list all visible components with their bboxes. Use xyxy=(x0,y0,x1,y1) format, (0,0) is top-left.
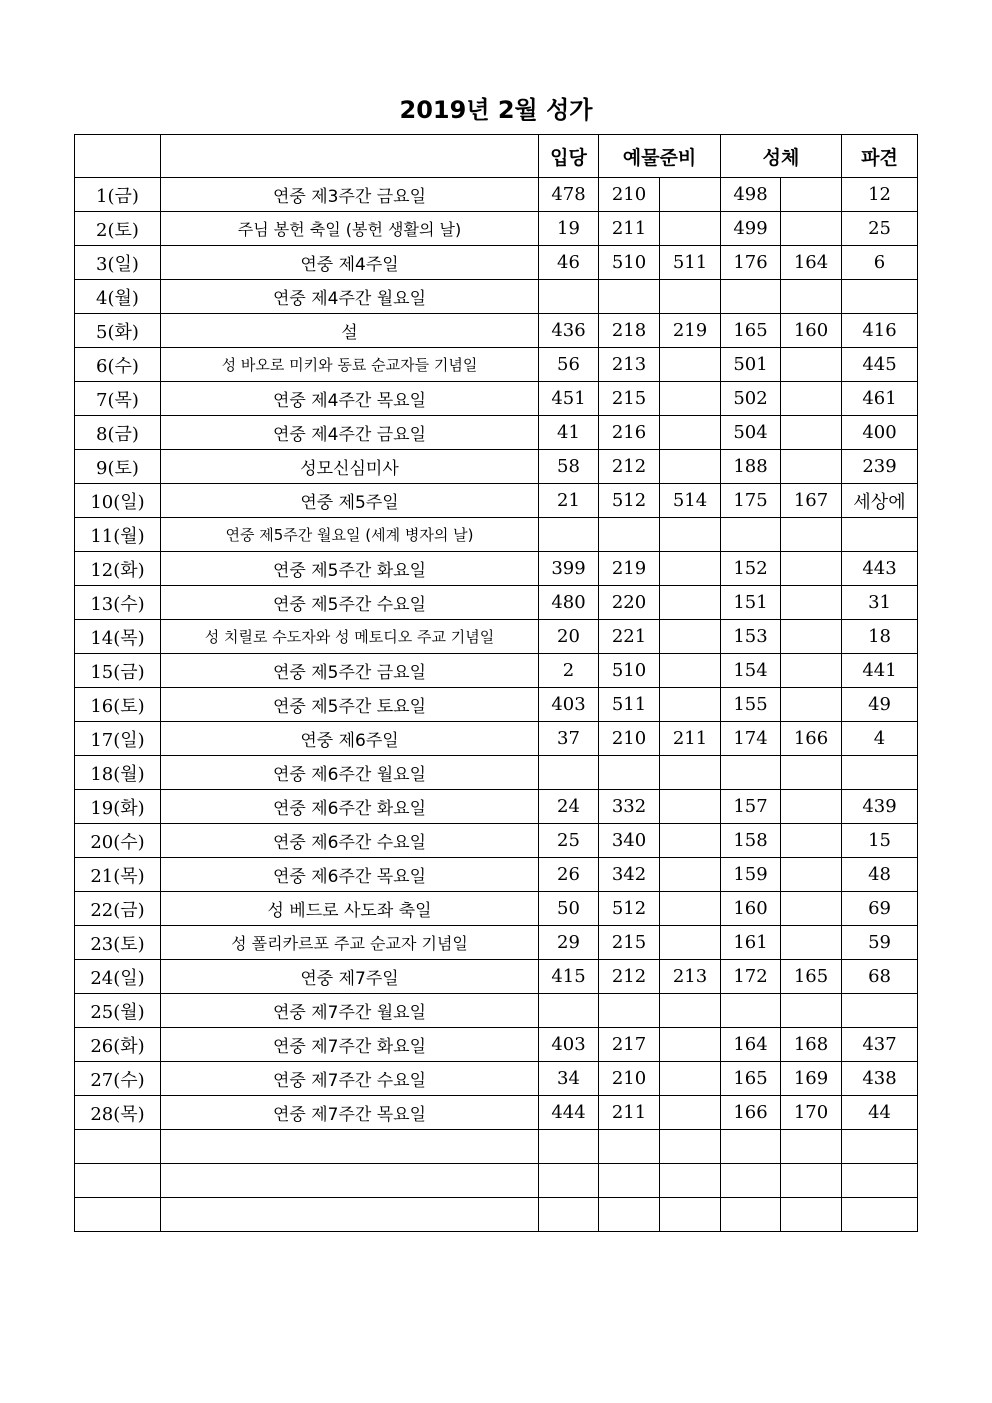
communion-cell-1: 165 xyxy=(721,314,781,348)
table-row xyxy=(75,756,918,790)
name-cell: 연중 제7주간 목요일 xyxy=(161,1096,539,1130)
communion-cell-2 xyxy=(781,552,842,586)
offertory-cell-1: 215 xyxy=(599,382,660,416)
communion-cell-2: 160 xyxy=(781,314,842,348)
day-cell xyxy=(75,1164,161,1198)
offertory-cell-2 xyxy=(660,178,721,212)
name-cell xyxy=(161,1130,539,1164)
communion-cell-2: 164 xyxy=(781,246,842,280)
offertory-cell-1: 210 xyxy=(599,178,660,212)
day-cell: 15(금) xyxy=(75,654,161,688)
communion-cell-2: 167 xyxy=(781,484,842,518)
communion-cell-2: 169 xyxy=(781,1062,842,1096)
day-cell: 6(수) xyxy=(75,348,161,382)
communion-cell-2 xyxy=(781,450,842,484)
offertory-cell-1: 211 xyxy=(599,212,660,246)
communion-cell-1 xyxy=(721,1198,781,1232)
day-cell: 12(화) xyxy=(75,552,161,586)
header-offertory: 예물준비 xyxy=(599,135,721,178)
offertory-cell-2 xyxy=(660,858,721,892)
table-row xyxy=(75,212,918,246)
day-cell: 18(월) xyxy=(75,756,161,790)
communion-cell-1: 188 xyxy=(721,450,781,484)
entrance-cell xyxy=(539,756,599,790)
offertory-cell-1: 512 xyxy=(599,484,660,518)
day-cell: 23(토) xyxy=(75,926,161,960)
offertory-cell-2 xyxy=(660,756,721,790)
communion-cell-1: 164 xyxy=(721,1028,781,1062)
entrance-cell: 436 xyxy=(539,314,599,348)
name-cell: 성 바오로 미키와 동료 순교자들 기념일 xyxy=(161,348,539,382)
name-cell: 연중 제7주일 xyxy=(161,960,539,994)
name-cell: 연중 제5주간 금요일 xyxy=(161,654,539,688)
dismissal-cell: 31 xyxy=(842,586,918,620)
name-cell: 연중 제7주간 월요일 xyxy=(161,994,539,1028)
dismissal-cell: 461 xyxy=(842,382,918,416)
offertory-cell-1 xyxy=(599,1198,660,1232)
offertory-cell-1: 510 xyxy=(599,654,660,688)
communion-cell-1: 176 xyxy=(721,246,781,280)
name-cell: 연중 제5주일 xyxy=(161,484,539,518)
communion-cell-1: 165 xyxy=(721,1062,781,1096)
table-row xyxy=(75,1130,918,1164)
table-row xyxy=(75,858,918,892)
table-row xyxy=(75,1198,918,1232)
dismissal-cell: 441 xyxy=(842,654,918,688)
communion-cell-2 xyxy=(781,688,842,722)
page-title: 2019년 2월 성가 xyxy=(399,96,593,124)
communion-cell-2 xyxy=(781,790,842,824)
communion-cell-1: 166 xyxy=(721,1096,781,1130)
offertory-cell-2 xyxy=(660,1028,721,1062)
entrance-cell: 451 xyxy=(539,382,599,416)
offertory-cell-2 xyxy=(660,892,721,926)
name-cell xyxy=(161,1164,539,1198)
offertory-cell-1: 332 xyxy=(599,790,660,824)
communion-cell-2: 170 xyxy=(781,1096,842,1130)
communion-cell-2 xyxy=(781,926,842,960)
day-cell: 2(토) xyxy=(75,212,161,246)
offertory-cell-2 xyxy=(660,450,721,484)
table-row xyxy=(75,314,918,348)
communion-cell-2 xyxy=(781,994,842,1028)
name-cell xyxy=(161,1198,539,1232)
name-cell: 연중 제5주간 월요일 (세계 병자의 날) xyxy=(161,518,539,552)
table-row xyxy=(75,620,918,654)
communion-cell-1: 175 xyxy=(721,484,781,518)
communion-cell-1: 158 xyxy=(721,824,781,858)
communion-cell-2 xyxy=(781,1130,842,1164)
name-cell: 연중 제4주간 금요일 xyxy=(161,416,539,450)
day-cell: 28(목) xyxy=(75,1096,161,1130)
offertory-cell-1 xyxy=(599,1130,660,1164)
offertory-cell-2 xyxy=(660,688,721,722)
dismissal-cell: 44 xyxy=(842,1096,918,1130)
communion-cell-2 xyxy=(781,858,842,892)
day-cell: 14(목) xyxy=(75,620,161,654)
name-cell: 연중 제6주간 수요일 xyxy=(161,824,539,858)
offertory-cell-2 xyxy=(660,1062,721,1096)
entrance-cell: 24 xyxy=(539,790,599,824)
offertory-cell-1: 342 xyxy=(599,858,660,892)
header-name xyxy=(161,135,539,178)
entrance-cell xyxy=(539,1198,599,1232)
entrance-cell: 50 xyxy=(539,892,599,926)
name-cell: 연중 제7주간 화요일 xyxy=(161,1028,539,1062)
communion-cell-1 xyxy=(721,518,781,552)
offertory-cell-2 xyxy=(660,416,721,450)
entrance-cell: 21 xyxy=(539,484,599,518)
communion-cell-2 xyxy=(781,1164,842,1198)
table-row xyxy=(75,382,918,416)
header-communion: 성체 xyxy=(721,135,842,178)
day-cell: 25(월) xyxy=(75,994,161,1028)
dismissal-cell: 6 xyxy=(842,246,918,280)
table-row xyxy=(75,654,918,688)
communion-cell-1 xyxy=(721,1130,781,1164)
day-cell: 4(월) xyxy=(75,280,161,314)
dismissal-cell: 4 xyxy=(842,722,918,756)
offertory-cell-2 xyxy=(660,1164,721,1198)
offertory-cell-2 xyxy=(660,586,721,620)
communion-cell-1: 152 xyxy=(721,552,781,586)
table-row xyxy=(75,552,918,586)
name-cell: 성모신심미사 xyxy=(161,450,539,484)
communion-cell-1: 501 xyxy=(721,348,781,382)
offertory-cell-1: 212 xyxy=(599,960,660,994)
day-cell: 22(금) xyxy=(75,892,161,926)
name-cell: 설 xyxy=(161,314,539,348)
offertory-cell-2 xyxy=(660,212,721,246)
name-cell: 연중 제5주간 수요일 xyxy=(161,586,539,620)
dismissal-cell xyxy=(842,756,918,790)
offertory-cell-1 xyxy=(599,280,660,314)
entrance-cell: 41 xyxy=(539,416,599,450)
offertory-cell-2 xyxy=(660,654,721,688)
entrance-cell: 478 xyxy=(539,178,599,212)
offertory-cell-1: 217 xyxy=(599,1028,660,1062)
header-dismissal: 파견 xyxy=(842,135,918,178)
dismissal-cell: 59 xyxy=(842,926,918,960)
communion-cell-1: 155 xyxy=(721,688,781,722)
entrance-cell xyxy=(539,994,599,1028)
day-cell: 24(일) xyxy=(75,960,161,994)
entrance-cell xyxy=(539,280,599,314)
dismissal-cell xyxy=(842,1164,918,1198)
name-cell: 성 베드로 사도좌 축일 xyxy=(161,892,539,926)
communion-cell-1: 160 xyxy=(721,892,781,926)
header-day xyxy=(75,135,161,178)
entrance-cell: 20 xyxy=(539,620,599,654)
dismissal-cell xyxy=(842,994,918,1028)
communion-cell-1: 498 xyxy=(721,178,781,212)
communion-cell-1: 157 xyxy=(721,790,781,824)
offertory-cell-2 xyxy=(660,994,721,1028)
dismissal-cell: 416 xyxy=(842,314,918,348)
entrance-cell: 37 xyxy=(539,722,599,756)
table-row xyxy=(75,722,918,756)
entrance-cell: 415 xyxy=(539,960,599,994)
offertory-cell-2 xyxy=(660,518,721,552)
offertory-cell-2: 511 xyxy=(660,246,721,280)
name-cell: 연중 제4주간 월요일 xyxy=(161,280,539,314)
table-row xyxy=(75,688,918,722)
communion-cell-1: 499 xyxy=(721,212,781,246)
name-cell: 연중 제4주간 목요일 xyxy=(161,382,539,416)
day-cell xyxy=(75,1130,161,1164)
offertory-cell-1: 211 xyxy=(599,1096,660,1130)
entrance-cell xyxy=(539,518,599,552)
dismissal-cell: 세상에 xyxy=(842,484,918,518)
table-row xyxy=(75,892,918,926)
day-cell xyxy=(75,1198,161,1232)
entrance-cell: 25 xyxy=(539,824,599,858)
communion-cell-2 xyxy=(781,1198,842,1232)
dismissal-cell: 68 xyxy=(842,960,918,994)
header-entrance: 입당 xyxy=(539,135,599,178)
offertory-cell-2 xyxy=(660,620,721,654)
communion-cell-2 xyxy=(781,892,842,926)
entrance-cell: 58 xyxy=(539,450,599,484)
communion-cell-2 xyxy=(781,212,842,246)
communion-cell-2 xyxy=(781,586,842,620)
offertory-cell-2 xyxy=(660,280,721,314)
communion-cell-2: 165 xyxy=(781,960,842,994)
offertory-cell-1: 219 xyxy=(599,552,660,586)
day-cell: 17(일) xyxy=(75,722,161,756)
name-cell: 연중 제6주일 xyxy=(161,722,539,756)
offertory-cell-2 xyxy=(660,1130,721,1164)
entrance-cell: 399 xyxy=(539,552,599,586)
day-cell: 5(화) xyxy=(75,314,161,348)
day-cell: 11(월) xyxy=(75,518,161,552)
table-row xyxy=(75,484,918,518)
communion-cell-1 xyxy=(721,1164,781,1198)
offertory-cell-1 xyxy=(599,994,660,1028)
table-row xyxy=(75,586,918,620)
dismissal-cell: 49 xyxy=(842,688,918,722)
dismissal-cell: 438 xyxy=(842,1062,918,1096)
offertory-cell-2 xyxy=(660,790,721,824)
offertory-cell-1: 340 xyxy=(599,824,660,858)
dismissal-cell: 15 xyxy=(842,824,918,858)
communion-cell-1 xyxy=(721,756,781,790)
communion-cell-1: 159 xyxy=(721,858,781,892)
name-cell: 연중 제4주일 xyxy=(161,246,539,280)
table-row xyxy=(75,926,918,960)
table-row xyxy=(75,790,918,824)
hymn-schedule-table xyxy=(74,134,918,1232)
dismissal-cell xyxy=(842,518,918,552)
offertory-cell-2 xyxy=(660,382,721,416)
offertory-cell-1 xyxy=(599,1164,660,1198)
communion-cell-2 xyxy=(781,382,842,416)
communion-cell-2 xyxy=(781,824,842,858)
name-cell: 주님 봉헌 축일 (봉헌 생활의 날) xyxy=(161,212,539,246)
dismissal-cell: 25 xyxy=(842,212,918,246)
offertory-cell-1 xyxy=(599,756,660,790)
table-row xyxy=(75,280,918,314)
name-cell: 성 폴리카르포 주교 순교자 기념일 xyxy=(161,926,539,960)
communion-cell-1: 154 xyxy=(721,654,781,688)
name-cell: 연중 제3주간 금요일 xyxy=(161,178,539,212)
communion-cell-1 xyxy=(721,994,781,1028)
table-body xyxy=(75,178,918,1232)
dismissal-cell: 18 xyxy=(842,620,918,654)
entrance-cell: 29 xyxy=(539,926,599,960)
offertory-cell-1: 221 xyxy=(599,620,660,654)
dismissal-cell: 439 xyxy=(842,790,918,824)
table-row xyxy=(75,416,918,450)
day-cell: 26(화) xyxy=(75,1028,161,1062)
communion-cell-2: 168 xyxy=(781,1028,842,1062)
entrance-cell: 46 xyxy=(539,246,599,280)
offertory-cell-1: 210 xyxy=(599,722,660,756)
table-row xyxy=(75,1096,918,1130)
day-cell: 20(수) xyxy=(75,824,161,858)
communion-cell-2 xyxy=(781,280,842,314)
communion-cell-1 xyxy=(721,280,781,314)
offertory-cell-2 xyxy=(660,348,721,382)
table-row xyxy=(75,518,918,552)
offertory-cell-1: 213 xyxy=(599,348,660,382)
communion-cell-1: 502 xyxy=(721,382,781,416)
dismissal-cell: 239 xyxy=(842,450,918,484)
table-row xyxy=(75,450,918,484)
offertory-cell-2 xyxy=(660,824,721,858)
communion-cell-1: 161 xyxy=(721,926,781,960)
dismissal-cell: 437 xyxy=(842,1028,918,1062)
name-cell: 연중 제6주간 화요일 xyxy=(161,790,539,824)
dismissal-cell xyxy=(842,280,918,314)
communion-cell-2 xyxy=(781,756,842,790)
dismissal-cell: 400 xyxy=(842,416,918,450)
offertory-cell-2 xyxy=(660,926,721,960)
offertory-cell-1: 220 xyxy=(599,586,660,620)
day-cell: 13(수) xyxy=(75,586,161,620)
communion-cell-1: 153 xyxy=(721,620,781,654)
entrance-cell: 19 xyxy=(539,212,599,246)
offertory-cell-1: 510 xyxy=(599,246,660,280)
header-row xyxy=(75,135,918,178)
offertory-cell-1: 512 xyxy=(599,892,660,926)
communion-cell-2: 166 xyxy=(781,722,842,756)
table-row xyxy=(75,1164,918,1198)
communion-cell-2 xyxy=(781,348,842,382)
offertory-cell-1: 216 xyxy=(599,416,660,450)
table-row xyxy=(75,246,918,280)
name-cell: 연중 제6주간 월요일 xyxy=(161,756,539,790)
day-cell: 9(토) xyxy=(75,450,161,484)
entrance-cell: 56 xyxy=(539,348,599,382)
offertory-cell-2: 219 xyxy=(660,314,721,348)
table-row xyxy=(75,1028,918,1062)
offertory-cell-2 xyxy=(660,1198,721,1232)
offertory-cell-2 xyxy=(660,552,721,586)
table-row xyxy=(75,994,918,1028)
offertory-cell-1: 210 xyxy=(599,1062,660,1096)
offertory-cell-1: 215 xyxy=(599,926,660,960)
day-cell: 19(화) xyxy=(75,790,161,824)
offertory-cell-2: 514 xyxy=(660,484,721,518)
communion-cell-2 xyxy=(781,518,842,552)
communion-cell-1: 504 xyxy=(721,416,781,450)
entrance-cell: 403 xyxy=(539,688,599,722)
entrance-cell: 2 xyxy=(539,654,599,688)
entrance-cell: 26 xyxy=(539,858,599,892)
dismissal-cell: 48 xyxy=(842,858,918,892)
entrance-cell xyxy=(539,1130,599,1164)
day-cell: 10(일) xyxy=(75,484,161,518)
day-cell: 16(토) xyxy=(75,688,161,722)
communion-cell-2 xyxy=(781,654,842,688)
offertory-cell-2: 213 xyxy=(660,960,721,994)
day-cell: 27(수) xyxy=(75,1062,161,1096)
offertory-cell-2: 211 xyxy=(660,722,721,756)
entrance-cell: 403 xyxy=(539,1028,599,1062)
table-row xyxy=(75,178,918,212)
communion-cell-1: 174 xyxy=(721,722,781,756)
day-cell: 8(금) xyxy=(75,416,161,450)
dismissal-cell: 69 xyxy=(842,892,918,926)
entrance-cell: 480 xyxy=(539,586,599,620)
entrance-cell: 34 xyxy=(539,1062,599,1096)
communion-cell-1: 172 xyxy=(721,960,781,994)
entrance-cell xyxy=(539,1164,599,1198)
day-cell: 21(목) xyxy=(75,858,161,892)
table-row xyxy=(75,960,918,994)
offertory-cell-1: 212 xyxy=(599,450,660,484)
communion-cell-2 xyxy=(781,620,842,654)
dismissal-cell: 443 xyxy=(842,552,918,586)
day-cell: 3(일) xyxy=(75,246,161,280)
offertory-cell-1: 511 xyxy=(599,688,660,722)
day-cell: 1(금) xyxy=(75,178,161,212)
dismissal-cell: 12 xyxy=(842,178,918,212)
name-cell: 연중 제5주간 토요일 xyxy=(161,688,539,722)
name-cell: 연중 제5주간 화요일 xyxy=(161,552,539,586)
offertory-cell-1 xyxy=(599,518,660,552)
dismissal-cell: 445 xyxy=(842,348,918,382)
dismissal-cell xyxy=(842,1130,918,1164)
table-row xyxy=(75,348,918,382)
name-cell: 연중 제7주간 수요일 xyxy=(161,1062,539,1096)
dismissal-cell xyxy=(842,1198,918,1232)
entrance-cell: 444 xyxy=(539,1096,599,1130)
communion-cell-1: 151 xyxy=(721,586,781,620)
name-cell: 성 치릴로 수도자와 성 메토디오 주교 기념일 xyxy=(161,620,539,654)
table-row xyxy=(75,824,918,858)
offertory-cell-1: 218 xyxy=(599,314,660,348)
name-cell: 연중 제6주간 목요일 xyxy=(161,858,539,892)
communion-cell-2 xyxy=(781,416,842,450)
communion-cell-2 xyxy=(781,178,842,212)
offertory-cell-2 xyxy=(660,1096,721,1130)
table-row xyxy=(75,1062,918,1096)
day-cell: 7(목) xyxy=(75,382,161,416)
